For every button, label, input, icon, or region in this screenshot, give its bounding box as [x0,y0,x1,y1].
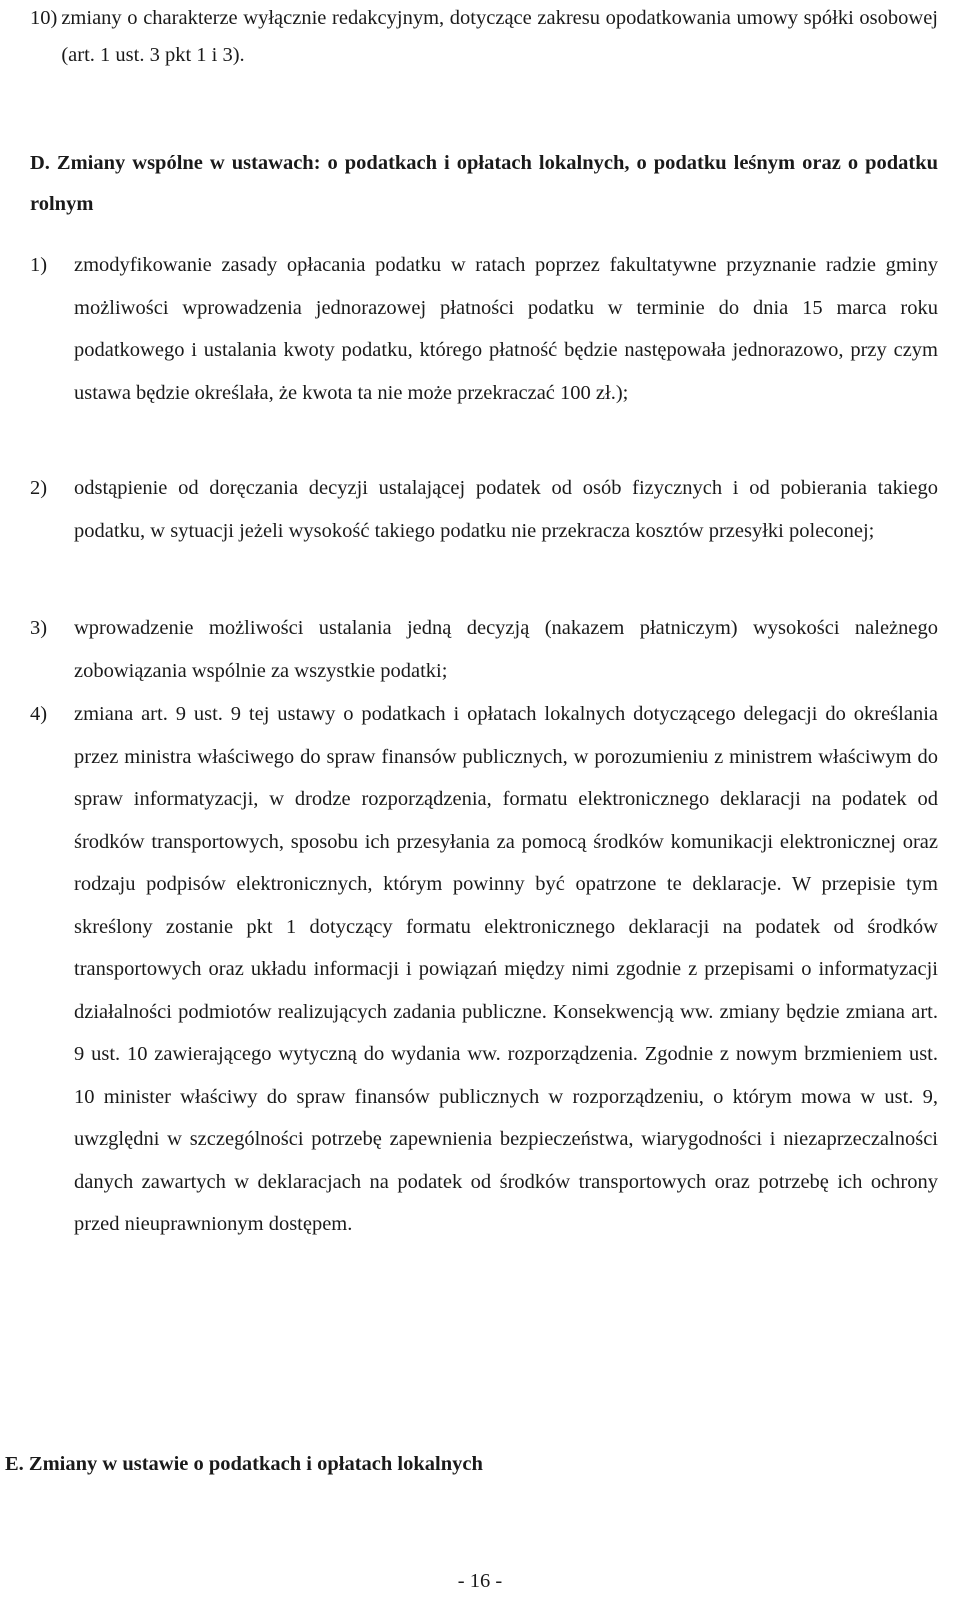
list-item-1 [30,244,938,414]
section-e-heading: E. Zmiany w ustawie o podatkach i opłatach lokalnych [5,1453,483,1475]
list-item-text: odstąpienie od doręczania decyzji ustalającej podatek od osób fizycznych i od pobierania takiego podatku, w sytuacji jeżeli wysokość takiego podatku nie przekracza kosztów przesyłki poleconej; [74,477,938,542]
list-item-10 [30,0,938,74]
list-item-number: 4) [30,703,48,725]
list-item-number: 2) [30,477,48,499]
list-item-text: zmiany o charakterze wyłącznie redakcyjnym, dotyczące zakresu opodatkowania umowy spółki osobowej (art. 1 ust. 3 pkt 1 i 3). [61,7,938,66]
list-item-2 [30,467,938,552]
list-item-4 [30,693,938,1246]
list-item-number: 3) [30,617,48,639]
page-number: - 16 - [457,1570,503,1592]
section-d-heading: D. Zmiany wspólne w ustawach: o podatkach i opłatach lokalnych, o podatku leśnym oraz o podatku rolnym [30,152,938,215]
list-item-3 [30,607,938,692]
list-item-text: zmiana art. 9 ust. 9 tej ustawy o podatkach i opłatach lokalnych dotyczącego delegacji do określania przez ministra właściwego do spraw finansów publicznych, w porozumieniu z ministrem właściwym do spraw informatyzacji, w drodze rozporządzenia, formatu elektronicznego deklaracji na podatek od środków transportowych, sposobu ich przesyłania za pomocą środków komunikacji elektronicznej oraz rodzaju podpisów elektronicznych, którym powinny być opatrzone te deklaracje. W przepisie tym skreślony zostanie pkt 1 dotyczący formatu elektronicznego deklaracji na podatek od środków transportowych oraz układu informacji i powiązań między nimi zgodnie z przepisami o informatyzacji działalności podmiotów realizujących zadania publiczne. Konsekwencją ww. zmiany będzie zmiana art. 9 ust. 10 zawierającego wytyczną do wydania ww. rozporządzenia. Zgodnie z nowym brzmieniem ust. 10 minister właściwy do spraw finansów publicznych w rozporządzeniu, o którym mowa w ust. 9, uwzględni w szczególności potrzebę zapewnienia bezpieczeństwa, wiarygodności i niezaprzeczalności danych zawartych w deklaracjach na podatek od środków transportowych oraz potrzebę ich ochrony przed nieuprawnionym dostępem. [74,703,938,1235]
list-item-number: 10) [30,7,58,29]
list-item-text: zmodyfikowanie zasady opłacania podatku w ratach poprzez fakultatywne przyznanie radzie gminy możliwości wprowadzenia jednorazowej płatności podatku w terminie do dnia 15 marca roku podatkowego i ustalania kwoty podatku, którego płatność będzie następowała jednorazowo, przy czym ustawa będzie określała, że kwota ta nie może przekraczać 100 zł.); [74,254,938,404]
list-item-text: wprowadzenie możliwości ustalania jedną decyzją (nakazem płatniczym) wysokości należnego zobowiązania wspólnie za wszystkie podatki; [74,617,938,682]
list-item-number: 1) [30,254,48,276]
